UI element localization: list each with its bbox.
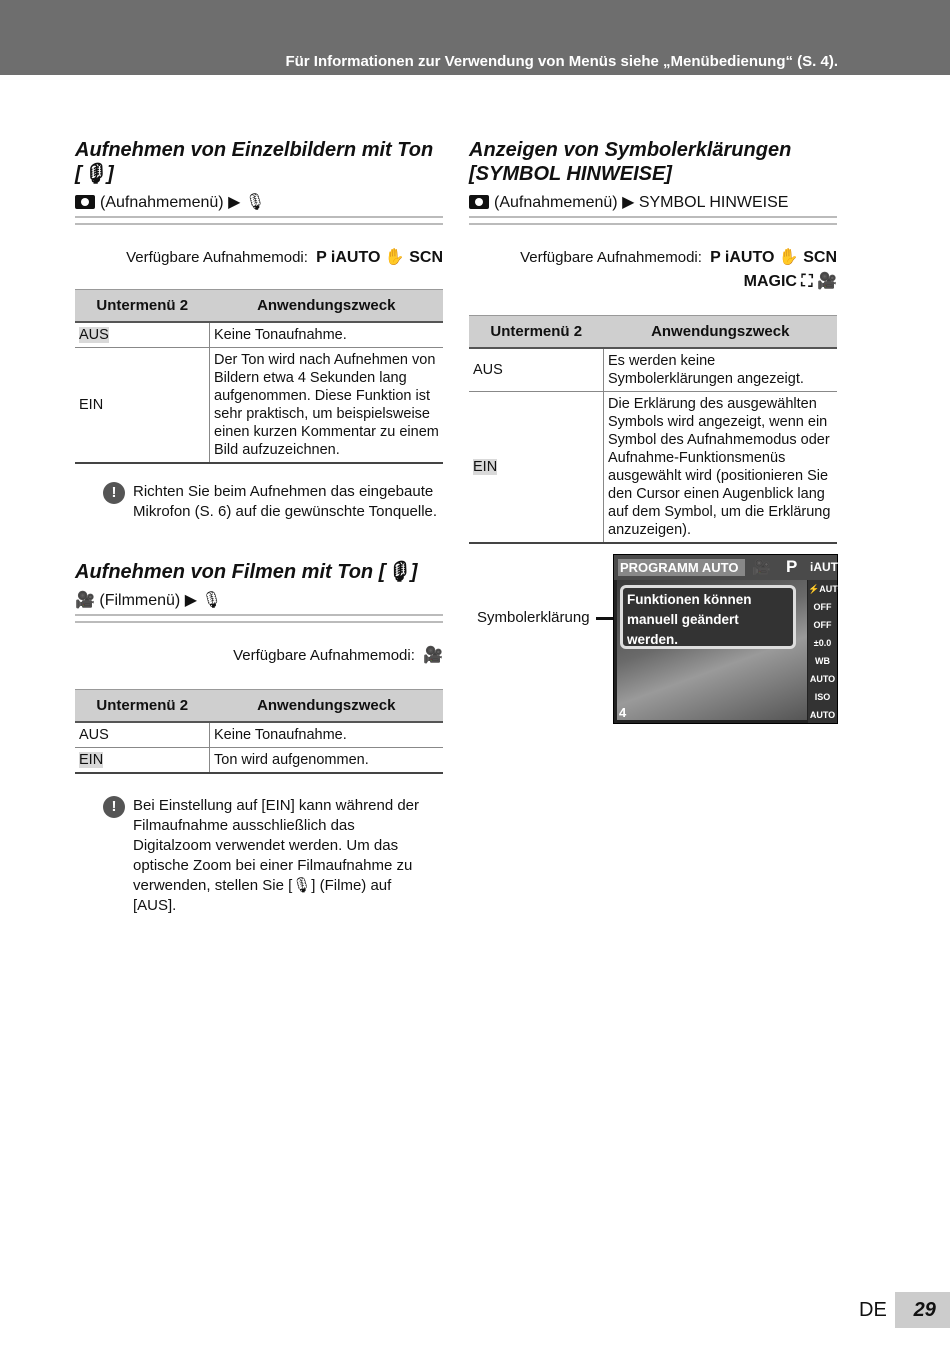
submenu-table — [469, 315, 837, 544]
iauto-icon: iAUTO — [810, 560, 848, 574]
table-header: Untermenü 2 — [75, 690, 210, 723]
table-row — [75, 348, 443, 464]
caution-note — [103, 796, 423, 916]
header-bar — [0, 0, 950, 75]
macro-icon: OFF — [813, 602, 832, 612]
camera-icon — [469, 195, 489, 209]
screen-topbar — [614, 555, 848, 580]
symbol-tip: Funktionen können manuell geändert werden. — [620, 585, 796, 649]
flash-icon: ⚡AUTO — [808, 584, 845, 594]
table-cell-value: Ton wird aufgenommen. — [210, 748, 444, 774]
self-timer-icon: OFF — [813, 620, 832, 630]
table-cell-value: Es werden keine Symbolerklärungen angezeigt. — [604, 348, 838, 392]
section-movie-sound — [75, 560, 443, 916]
section-title: Aufnehmen von Filmen mit Ton [🎙] — [75, 561, 418, 583]
submenu-table — [75, 289, 443, 464]
table-header: Untermenü 2 — [75, 290, 210, 323]
section-symbol-hints — [469, 138, 837, 544]
modes-label: Verfügbare Aufnahmemodi: — [233, 647, 415, 664]
caution-note — [103, 482, 443, 522]
divider — [469, 216, 837, 225]
table-row — [469, 392, 837, 544]
menu-path-text: (Aufnahmemenü) ▶ SYMBOL HINWEISE — [494, 194, 789, 211]
submenu-table — [75, 689, 443, 774]
table-row — [75, 722, 443, 748]
table-header: Anwendungszweck — [604, 316, 838, 349]
mode-icons: P iAUTO ✋ SCN — [316, 249, 443, 266]
caution-icon: ! — [103, 796, 125, 818]
table-cell-key: EIN — [79, 752, 104, 768]
table-cell-value: Keine Tonaufnahme. — [210, 322, 444, 348]
note-text: Richten Sie beim Aufnehmen das eingebaute Mikrofon (S. 6) auf die gewünschte Tonquelle. — [133, 483, 438, 520]
modes-label: Verfügbare Aufnahmemodi: — [126, 249, 308, 266]
mode-label: PROGRAMM AUTO — [618, 559, 745, 576]
table-cell-key: AUS — [79, 327, 109, 343]
caution-icon: ! — [103, 482, 125, 504]
modes-label: Verfügbare Aufnahmemodi: — [520, 249, 702, 266]
language-code: DE — [859, 1298, 887, 1321]
table-header: Anwendungszweck — [210, 690, 444, 723]
available-modes — [469, 247, 837, 291]
mode-icons: 🎥 — [423, 647, 443, 664]
page-number: 29 — [895, 1292, 950, 1328]
mode-icons-2: MAGIC ⛶ 🎥 — [743, 273, 837, 290]
menu-path — [75, 590, 443, 614]
section-still-sound — [75, 138, 443, 522]
page-footer — [859, 1292, 950, 1328]
table-cell-key: AUS — [469, 348, 604, 392]
divider — [75, 216, 443, 225]
camera-screen — [613, 554, 848, 756]
table-cell-key: EIN — [473, 459, 498, 475]
section-title: Aufnehmen von Einzelbildern mit Ton [🎙] — [75, 139, 434, 185]
table-cell-key: EIN — [75, 348, 210, 464]
menu-path-text: (Aufnahmemenü) ▶ 🎙 — [100, 194, 266, 211]
wb-icon: WB AUTO — [809, 656, 836, 684]
mode-icons: P iAUTO ✋ SCN — [710, 249, 837, 266]
symbol-label: Symbolerklärung — [477, 609, 590, 626]
table-cell-value: Der Ton wird nach Aufnehmen von Bildern etwa 4 Sekunden lang aufgenommen. Diese Funktion ist sehr praktisch, um beispielsweise einen kurzen Kommentar zu einem Bild aufzuzeichnen. — [210, 348, 444, 464]
table-cell-key: AUS — [75, 722, 210, 748]
divider — [75, 614, 443, 623]
shot-count: 4 — [619, 705, 627, 720]
program-icon: P — [786, 557, 798, 576]
header-text: Für Informationen zur Verwendung von Menüs siehe „Menübedienung“ (S. 4). — [285, 53, 838, 70]
camera-icon — [75, 195, 95, 209]
note-text: Bei Einstellung auf [EIN] kann während der Filmaufnahme ausschließlich das Digitalzoom verwendet werden. Um das optische Zoom bei einer Filmaufnahme zu verwenden, stellen Sie [🎙] (Filme) auf [AUS]. — [133, 797, 420, 914]
image-size-icon: 14M — [813, 728, 832, 738]
table-row — [75, 748, 443, 774]
movie-icon: 🎥 — [752, 559, 771, 576]
table-header: Anwendungszweck — [210, 290, 444, 323]
menu-path-text: 🎥 (Filmmenü) ▶ 🎙 — [75, 592, 222, 609]
section-title: Anzeigen von Symbolerklärungen [SYMBOL HINWEISE] — [469, 139, 792, 185]
table-header: Untermenü 2 — [469, 316, 604, 349]
exposure-value: ±0.0 — [813, 638, 832, 648]
table-cell-value: Die Erklärung des ausgewählten Symbols wird angezeigt, wenn ein Symbol des Aufnahmemodus oder Aufnahme-Funktionsmenüs ausgewählt wird (positionieren Sie den Cursor einen Augenblick lang auf dem Symbol, um die Erklärung anzuzeigen). — [604, 392, 838, 544]
available-modes — [75, 645, 443, 665]
menu-path — [469, 192, 837, 216]
table-row — [75, 322, 443, 348]
screen-sidebar — [808, 580, 845, 756]
table-row — [469, 348, 837, 392]
more-icon: » — [819, 746, 825, 756]
table-cell-value: Keine Tonaufnahme. — [210, 722, 444, 748]
menu-path — [75, 192, 443, 216]
iso-icon: ISO AUTO — [809, 692, 836, 720]
available-modes — [75, 247, 443, 267]
